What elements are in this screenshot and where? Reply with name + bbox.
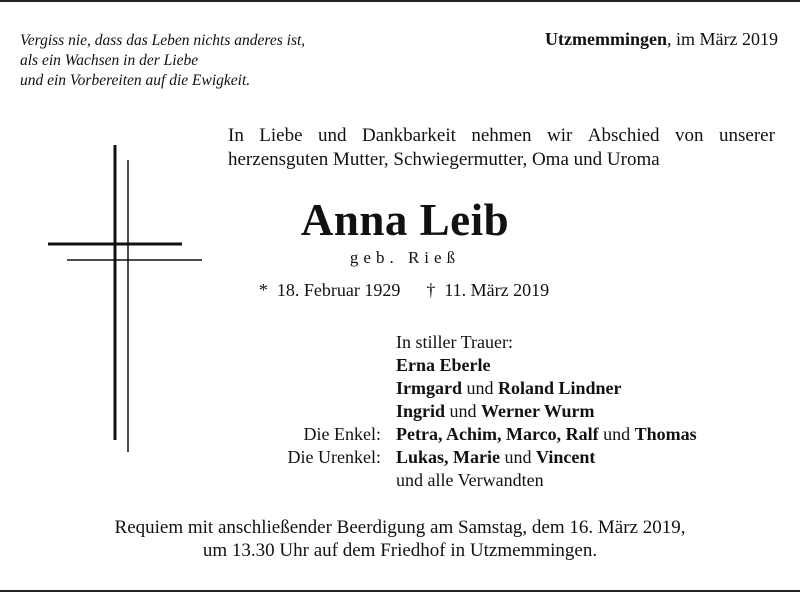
mourners-heading: In stiller Trauer: [396,332,513,352]
mourner-name: Irmgard [396,378,462,398]
birth-symbol: * [258,280,268,300]
intro-line-2: herzensguten Mutter, Schwiegermutter, Oma und Uroma [228,149,660,170]
intro-word: In [228,125,244,146]
poem [20,31,305,91]
intro-word: Abschied [587,125,660,146]
mourner-row [220,446,697,469]
connector-text: und [598,424,635,444]
death-symbol: † [426,280,436,300]
intro-word: Liebe [259,125,303,146]
intro-word: unserer [719,125,775,146]
intro-word: nehmen [471,125,532,146]
mourner-row [220,354,697,377]
mourner-name: Roland Lindner [498,378,622,398]
mourners-heading-row [220,331,697,354]
intro-word: und [318,125,347,146]
mourner-name: Erna Eberle [396,355,491,375]
connector-text: und [445,401,482,421]
place-date [545,29,778,50]
connector-text: und [462,378,498,398]
maiden-name: geb. Rieß [349,248,461,267]
funeral-info [0,516,800,562]
mourner-row [220,469,697,492]
mourner-names [396,377,622,400]
intro-word: Dankbarkeit [362,125,456,146]
intro-word: von [675,125,704,146]
mourner-group-label: Die Enkel: [303,424,381,444]
mourner-name: Lukas, Marie [396,447,501,467]
mourner-name: Vincent [536,447,596,467]
poem-line: Vergiss nie, dass das Leben nichts anderes ist, [20,32,306,49]
deceased-name: Anna Leib [300,195,510,245]
date-text: , im März 2019 [667,29,778,49]
mourner-names [396,354,491,377]
life-dates [0,280,800,301]
place-name: Utzmemmingen [545,29,668,49]
poem-line: und ein Vorbereiten auf die Ewigkeit. [20,72,251,89]
mourner-group-label: Die Urenkel: [287,447,381,467]
mourner-name: Ingrid [396,401,446,421]
funeral-line: Requiem mit anschließender Beerdigung am Samstag, dem 16. März 2019, [114,517,686,538]
intro-line-1 [228,124,775,148]
mourner-group-label [220,354,396,377]
mourners-block [220,331,697,492]
connector-text: und [500,447,537,467]
mourner-row [220,377,697,400]
mourner-group-label [220,400,396,423]
mourner-names [396,469,544,492]
mourner-name: Werner Wurm [481,401,595,421]
intro-text [228,124,778,172]
poem-line: als ein Wachsen in der Liebe [20,52,199,69]
intro-word: wir [547,125,573,146]
mourner-group-label [220,469,396,492]
mourner-group-label [220,377,396,400]
mourner-names [396,446,595,469]
connector-text: und alle Verwandten [396,470,544,490]
mourner-row [220,423,697,446]
mourner-names [396,423,697,446]
mourner-name: Thomas [634,424,697,444]
birth-date: 18. Februar 1929 [276,280,401,300]
death-date: 11. März 2019 [444,280,550,300]
mourner-name: Petra, Achim, Marco, Ralf [396,424,599,444]
mourner-names [396,400,595,423]
mourner-row [220,400,697,423]
funeral-line: um 13.30 Uhr auf dem Friedhof in Utzmemmingen. [202,540,598,561]
